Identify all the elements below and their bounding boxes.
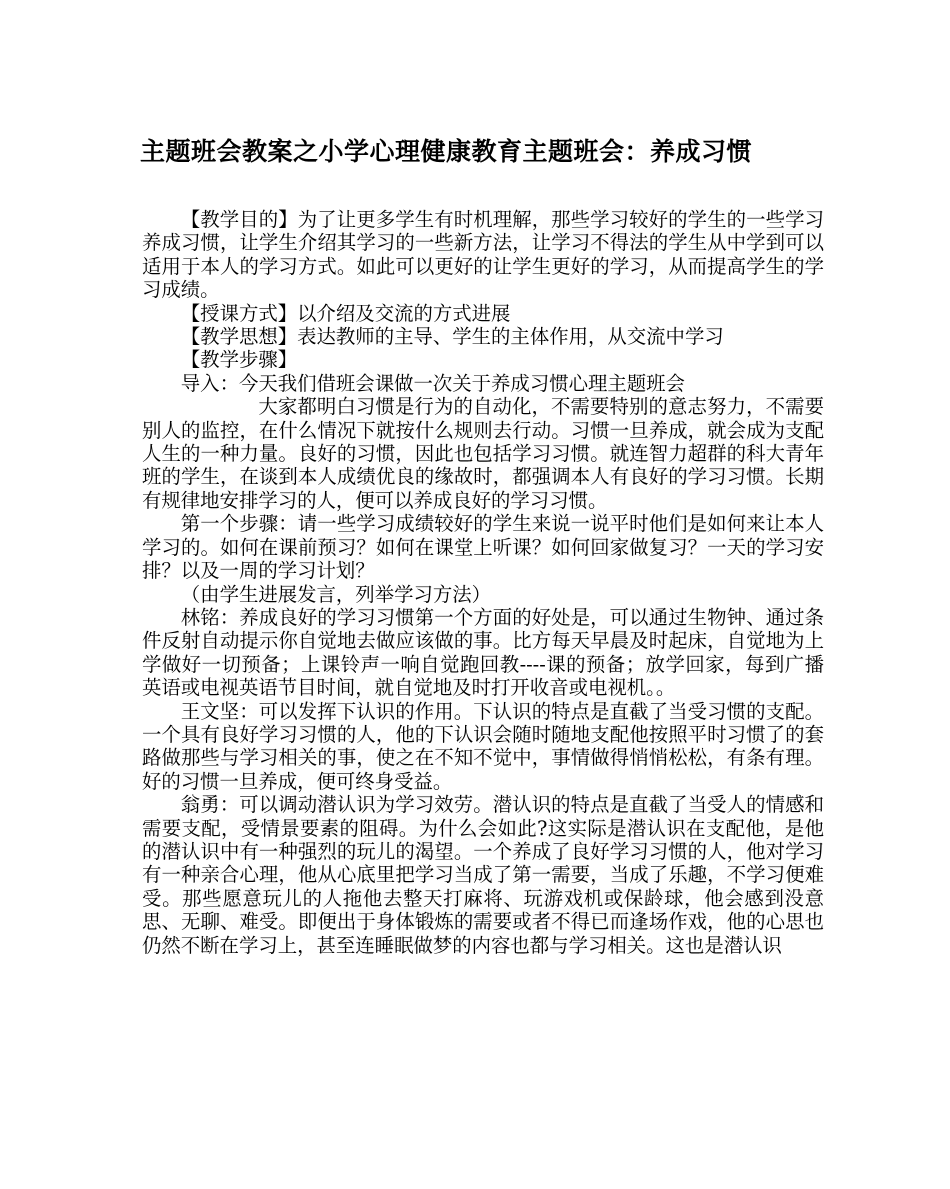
paragraph-teaching-idea: 【教学思想】表达教师的主导、学生的主体作用，从交流中学习 [180, 325, 724, 349]
paragraph-step-one: 第一个步骤：请一些学习成绩较好的学生来说一说平时他们是如何来让本人学习的。如何在课前预习？如何在课堂上听课？如何回家做复习？一天的学习安排？以及一周的学习计划？ [142, 512, 824, 583]
paragraph-teaching-goal: 【教学目的】为了让更多学生有时机理解，那些学习较好的学生的一些学习养成习惯，让学生介绍其学习的一些新方法，让学习不得法的学生从中学到可以适用于本人的学习方式。如此可以更好的让学生更好的学习，从而提高学生的学习成绩。 [142, 208, 824, 302]
paragraph-teaching-method: 【授课方式】以介绍及交流的方式进展 [180, 301, 511, 325]
paragraph-student-speech-note: （由学生进展发言，列举学习方法） [180, 582, 492, 606]
paragraph-lin-ming: 林铭：养成良好的学习习惯第一个方面的好处是，可以通过生物钟、通过条件反射自动提示你自觉地去做应该做的事。比方每天早晨及时起床，自觉地为上学做好一切预备；上课铃声一响自觉跑回教----课的预备；放学回家，每到广播英语或电视英语节目时间，就自觉地及时打开收音或电视机。。 [142, 605, 824, 700]
paragraph-habit-explanation: 大家都明白习惯是行为的自动化，不需要特别的意志努力，不需要别人的监控，在什么情况下就按什么规则去行动。习惯一旦养成，就会成为支配人生的一种力量。良好的习惯，因此也包括学习习惯。就连智力超群的科大青年班的学生，在谈到本人成绩优良的缘故时，都强调本人有良好的学习习惯。长期有规律地安排学习的人，便可以养成良好的学习习惯。 [142, 395, 824, 512]
page-title: 主题班会教案之小学心理健康教育主题班会：养成习惯 [140, 137, 753, 166]
paragraph-wang-wenjian: 王文坚：可以发挥下认识的作用。下认识的特点是直截了当受习惯的支配。一个具有良好学习习惯的人，他的下认识会随时随地支配他按照平时习惯了的套路做那些与学习相关的事，使之在不知不觉中，事情做得悄悄松松，有条有理。好的习惯一旦养成，便可终身受益。 [142, 699, 824, 793]
paragraph-weng-yong: 翁勇：可以调动潜认识为学习效劳。潜认识的特点是直截了当受人的情感和需要支配，受情景要素的阻碍。为什么会如此?这实际是潜认识在支配他，是他的潜认识中有一种强烈的玩儿的渴望。一个养成了良好学习习惯的人，他对学习有一种亲合心理，他从心底里把学习当成了第一需要，当成了乐趣，不学习便难受。那些愿意玩儿的人拖他去整天打麻将、玩游戏机或保龄球，他会感到没意思、无聊、难受。即便出于身体锻炼的需要或者不得已而逢场作戏，他的心思也仍然不断在学习上，甚至连睡眠做梦的内容也都与学习相关。这也是潜认识 [142, 793, 824, 957]
document-body [142, 208, 824, 957]
paragraph-teaching-steps: 【教学步骤】 [180, 348, 298, 372]
paragraph-introduction: 导入：今天我们借班会课做一次关于养成习惯心理主题班会 [180, 371, 685, 395]
